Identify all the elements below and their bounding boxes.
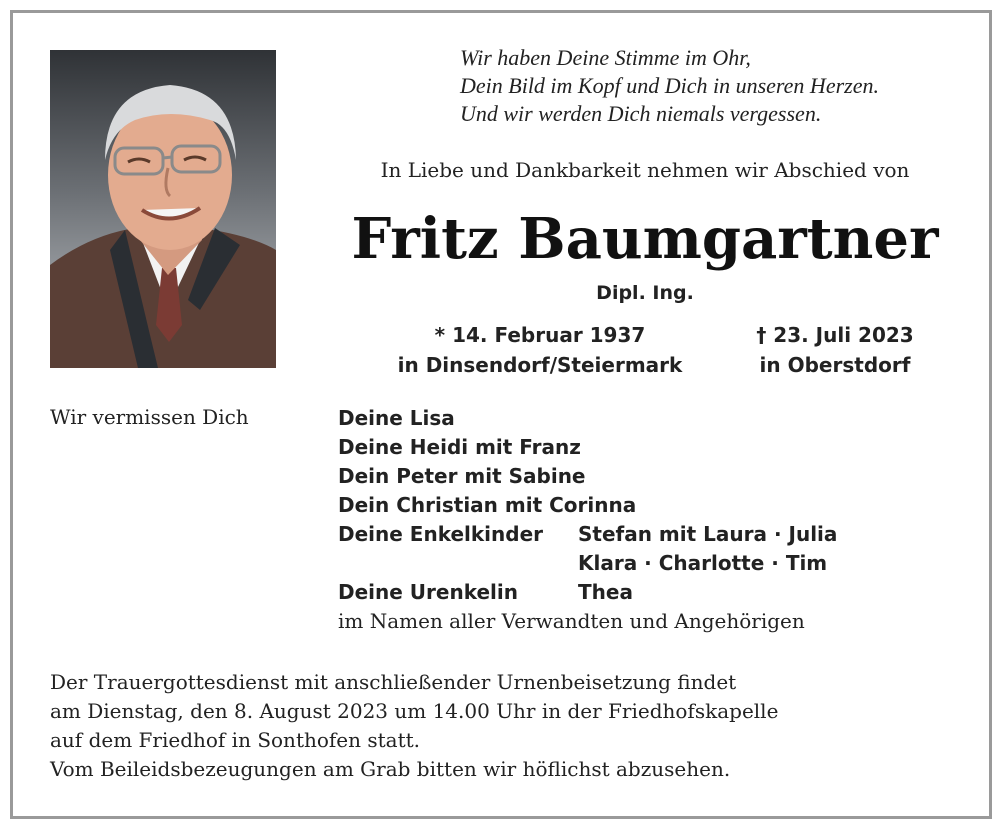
spacer: [338, 549, 578, 578]
service-line: am Dienstag, den 8. August 2023 um 14.00 Uhr in der Friedhofskapelle: [50, 699, 779, 723]
quote-line: Dein Bild im Kopf und Dich in unseren Herzen.: [460, 73, 879, 98]
service-line: auf dem Friedhof in Sonthofen statt.: [50, 728, 421, 752]
quote-line: Und wir werden Dich niemals vergessen.: [460, 101, 822, 126]
family-closing: im Namen aller Verwandten und Angehörigen: [338, 609, 805, 633]
deceased-name: Fritz Baumgartner: [351, 206, 939, 272]
portrait-illustration: [50, 50, 276, 368]
great-grandchild-name: Thea: [578, 580, 633, 604]
death-info: [720, 320, 950, 380]
service-line: Vom Beileidsbezeugungen am Grab bitten wir höflichst abzusehen.: [50, 757, 731, 781]
death-place: in Oberstdorf: [759, 353, 911, 377]
family-member: Deine Lisa: [338, 406, 455, 430]
family-member: Dein Peter mit Sabine: [338, 464, 586, 488]
portrait-photo: [50, 50, 276, 368]
grandchildren-names: Stefan mit Laura · Julia: [578, 522, 838, 546]
grandchildren-label: Deine Enkelkinder: [338, 522, 544, 546]
farewell-intro: In Liebe und Dankbarkeit nehmen wir Abschied von: [380, 158, 910, 182]
memorial-quote: [460, 44, 980, 128]
family-list: [338, 404, 837, 636]
quote-line: Wir haben Deine Stimme im Ohr,: [460, 45, 751, 70]
deceased-title: Dipl. Ing.: [596, 282, 694, 304]
birth-info: [360, 320, 720, 380]
family-member: Dein Christian mit Corinna: [338, 493, 637, 517]
service-info: [50, 668, 970, 784]
service-line: Der Trauergottesdienst mit anschließender Urnenbeisetzung findet: [50, 670, 737, 694]
family-member: Deine Heidi mit Franz: [338, 435, 581, 459]
miss-text: Wir vermissen Dich: [50, 405, 249, 429]
grandchildren-names: Klara · Charlotte · Tim: [578, 551, 828, 575]
death-date: † 23. Juli 2023: [756, 323, 914, 347]
great-grandchild-label: Deine Urenkelin: [338, 580, 518, 604]
birth-date: * 14. Februar 1937: [434, 323, 646, 347]
birth-place: in Dinsendorf/Steiermark: [397, 353, 683, 377]
